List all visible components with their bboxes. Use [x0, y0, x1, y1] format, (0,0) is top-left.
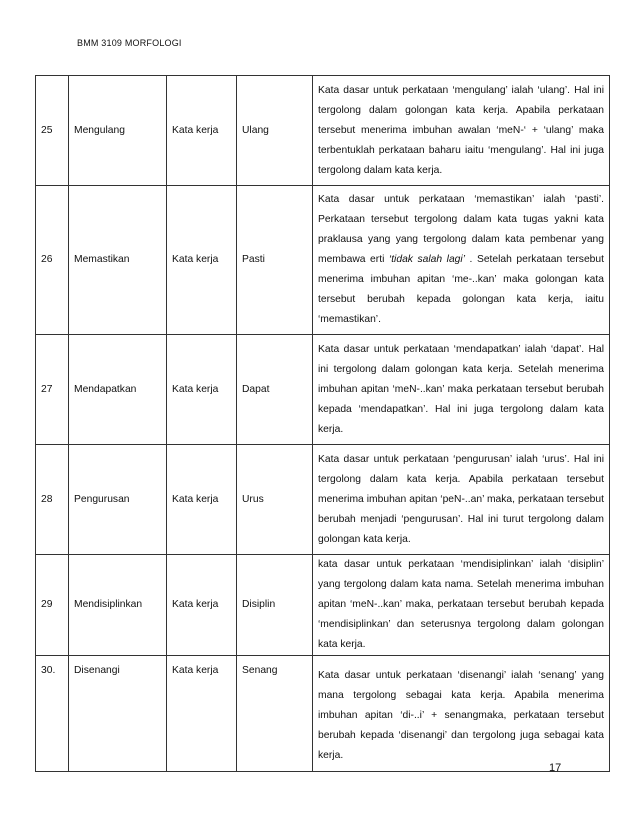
word-cell: Mendisiplinkan [69, 555, 167, 656]
morphology-table [35, 75, 610, 772]
table-row [36, 186, 610, 335]
description-cell: Kata dasar untuk perkataan ‘mendapatkan’ ialah ‘dapat’. Hal ini tergolong dalam golongan kata kerja. Setelah menerima imbuhan apitan ‘meN-..kan’ maka perkataan tersebut berubah kepada ‘mendapatkan’. Hal ini juga tergolong dalam kata kerja. [313, 335, 610, 445]
row-number: 28 [36, 445, 69, 555]
row-number: 26 [36, 186, 69, 335]
row-number: 29 [36, 555, 69, 656]
root-word-cell: Urus [237, 445, 313, 555]
description-cell [313, 186, 610, 335]
word-cell: Mendapatkan [69, 335, 167, 445]
word-class-cell: Kata kerja [167, 186, 237, 335]
description-cell: Kata dasar untuk perkataan ‘disenangi’ ialah ‘senang’ yang mana tergolong sebagai kata kerja. Apabila menerima imbuhan apitan ‘di-..i’ + senangmaka, perkataan tersebut berubah kepada ‘disenangi’ dan tergolong juga sebagai kata kerja. [313, 656, 610, 772]
word-cell: Disenangi [69, 656, 167, 772]
root-word-cell: Ulang [237, 76, 313, 186]
word-class-cell: Kata kerja [167, 76, 237, 186]
description-cell: Kata dasar untuk perkataan ‘mengulang’ ialah ‘ulang’. Hal ini tergolong dalam golongan kata kerja. Apabila perkataan tersebut menerima imbuhan awalan ‘meN-‘ + ‘ulang’ maka terbentuklah perkataan baharu iaitu ‘mengulang’. Hal ini juga tergolong dalam kata kerja. [313, 76, 610, 186]
word-cell: Memastikan [69, 186, 167, 335]
table-row [36, 76, 610, 186]
word-cell: Mengulang [69, 76, 167, 186]
italic-meaning: ‘tidak salah lagi’ [388, 254, 465, 265]
table-row [36, 445, 610, 555]
description-cell: kata dasar untuk perkataan ‘mendisiplinkan’ ialah ‘disiplin’ yang tergolong dalam kata nama. Setelah menerima imbuhan apitan ‘meN-..kan’ maka, perkataan tersebut berubah kepada ‘mendisiplinkan’ dan seterusnya tergolong dalam golongan kata kerja. [313, 555, 610, 656]
root-word-cell: Senang [237, 656, 313, 772]
word-class-cell: Kata kerja [167, 656, 237, 772]
root-word-cell: Pasti [237, 186, 313, 335]
row-number: 25 [36, 76, 69, 186]
word-class-cell: Kata kerja [167, 335, 237, 445]
table-row [36, 656, 610, 772]
table-row [36, 335, 610, 445]
description-text: Kata dasar untuk perkataan ‘memastikan’ ialah ‘pasti’. Perkataan tersebut tergolong dalam kata tugas yakni kata praklausa yang yang tergolong dalam kata pembenar yang membawa erti [318, 194, 604, 265]
page-header: BMM 3109 MORFOLOGI [77, 38, 182, 48]
table-row [36, 555, 610, 656]
word-cell: Pengurusan [69, 445, 167, 555]
row-number: 30. [36, 656, 69, 772]
root-word-cell: Dapat [237, 335, 313, 445]
row-number: 27 [36, 335, 69, 445]
description-cell: Kata dasar untuk perkataan ‘pengurusan’ ialah ‘urus’. Hal ini tergolong dalam kata kerja. Apabila perkataan tersebut menerima imbuhan apitan ‘peN-..an’ maka, perkataan tersebut berubah menjadi ‘pengurusan’. Hal ini turut tergolong dalam golongan kata kerja. [313, 445, 610, 555]
description-text: . Setelah perkataan tersebut menerima imbuhan apitan ‘me-..kan’ maka golongan kata tersebut berubah kepada golongan kata kerja, iaitu ‘memastikan’. [318, 254, 604, 325]
root-word-cell: Disiplin [237, 555, 313, 656]
page-number: 17 [549, 762, 562, 774]
word-class-cell: Kata kerja [167, 445, 237, 555]
word-class-cell: Kata kerja [167, 555, 237, 656]
